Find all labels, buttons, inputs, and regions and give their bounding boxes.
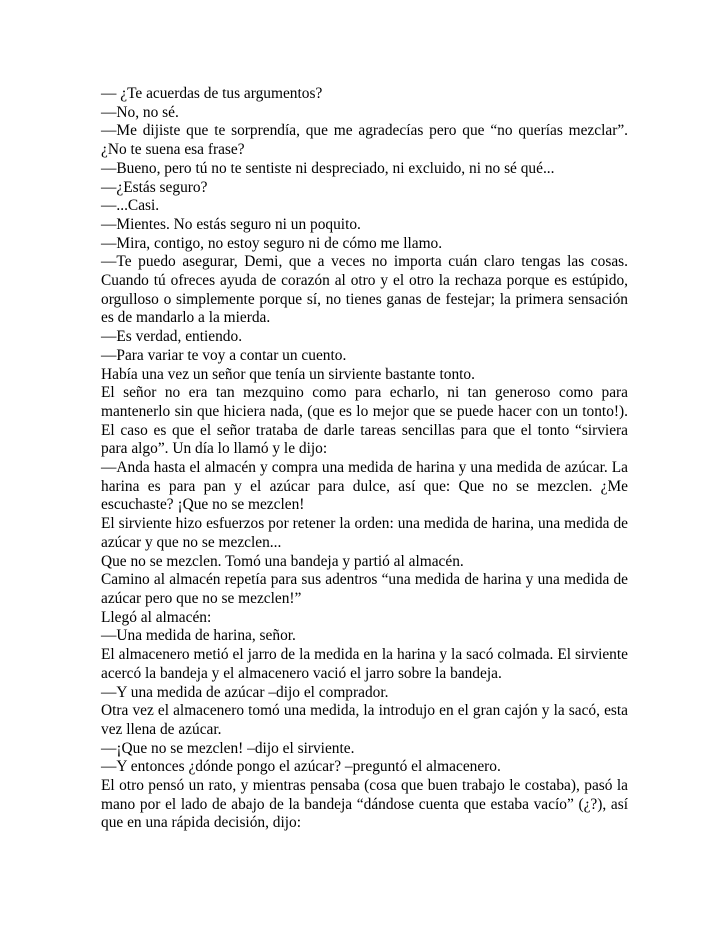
paragraph-1: —No, no sé. (101, 103, 179, 121)
paragraph-4: —¿Estás seguro? (101, 178, 208, 196)
paragraph-18: —Una medida de harina, señor. (101, 627, 296, 645)
paragraph-2: —Me dijiste que te sorprendía, que me agradecías pero que “no querías mezclar”. ¿No te suena esa frase? (101, 122, 628, 159)
paragraph-24: El otro pensó un rato, y mientras pensaba (cosa que buen trabajo le costaba), pasó la mano por el lado de abajo de la bandeja “dándose cuenta que estaba vacío” (¿?), así que en una rápida decisión, dijo: (101, 777, 628, 832)
paragraph-15: Que no se mezclen. Tomó una bandeja y partió al almacén. (101, 552, 464, 570)
paragraph-10: —Para variar te voy a contar un cuento. (101, 346, 347, 364)
paragraph-5: —...Casi. (101, 197, 160, 215)
paragraph-12: El señor no era tan mezquino como para echarlo, ni tan generoso como para mantenerlo sin que hiciera nada, (que es lo mejor que se puede hacer con un tonto!). El caso es que el señor trataba de darle tareas sencillas para que el tonto “sirviera para algo”. Un día lo llamó y le dijo: (101, 384, 628, 458)
paragraph-8: —Te puedo asegurar, Demi, que a veces no importa cuán claro tengas las cosas. Cuando tú ofreces ayuda de corazón al otro y el otro la rechaza porque es estúpido, orgulloso o simplemente porque sí, no tienes ganas de festejar; la primera sensación es de mandarlo a la mierda. (101, 253, 628, 327)
paragraph-17: Llegó al almacén: (101, 608, 212, 626)
paragraph-11: Había una vez un señor que tenía un sirviente bastante tonto. (101, 365, 475, 383)
paragraph-19: El almacenero metió el jarro de la medida en la harina y la sacó colmada. El sirviente acercó la bandeja y el almacenero vació el jarro sobre la bandeja. (101, 646, 628, 682)
paragraph-14: El sirviente hizo esfuerzos por retener la orden: una medida de harina, una medida de azúcar y que no se mezclen... (101, 515, 628, 551)
paragraph-21: Otra vez el almacenero tomó una medida, la introdujo en el gran cajón y la sacó, esta vez llena de azúcar. (101, 702, 628, 738)
paragraph-0: — ¿Te acuerdas de tus argumentos? (101, 85, 323, 102)
paragraph-20: —Y una medida de azúcar –dijo el comprador. (101, 683, 389, 701)
paragraph-16: Camino al almacén repetía para sus adentros “una medida de harina y una medida de azúcar pero que no se mezclen!” (101, 571, 628, 607)
paragraph-22: —¡Que no se mezclen! –dijo el sirviente. (101, 739, 355, 757)
document-body (101, 85, 628, 833)
paragraph-6: —Mientes. No estás seguro ni un poquito. (101, 215, 361, 233)
paragraph-23: —Y entonces ¿dónde pongo el azúcar? –preguntó el almacenero. (101, 758, 501, 776)
paragraph-7: —Mira, contigo, no estoy seguro ni de cómo me llamo. (101, 234, 443, 252)
paragraph-3: —Bueno, pero tú no te sentiste ni despreciado, ni excluido, ni no sé qué... (101, 159, 555, 177)
paragraph-9: —Es verdad, entiendo. (101, 328, 243, 346)
paragraph-13: —Anda hasta el almacén y compra una medida de harina y una medida de azúcar. La harina es para pan y el azúcar para dulce, así que: Que no se mezclen. ¿Me escuchaste? ¡Que no se mezclen! (101, 459, 628, 514)
